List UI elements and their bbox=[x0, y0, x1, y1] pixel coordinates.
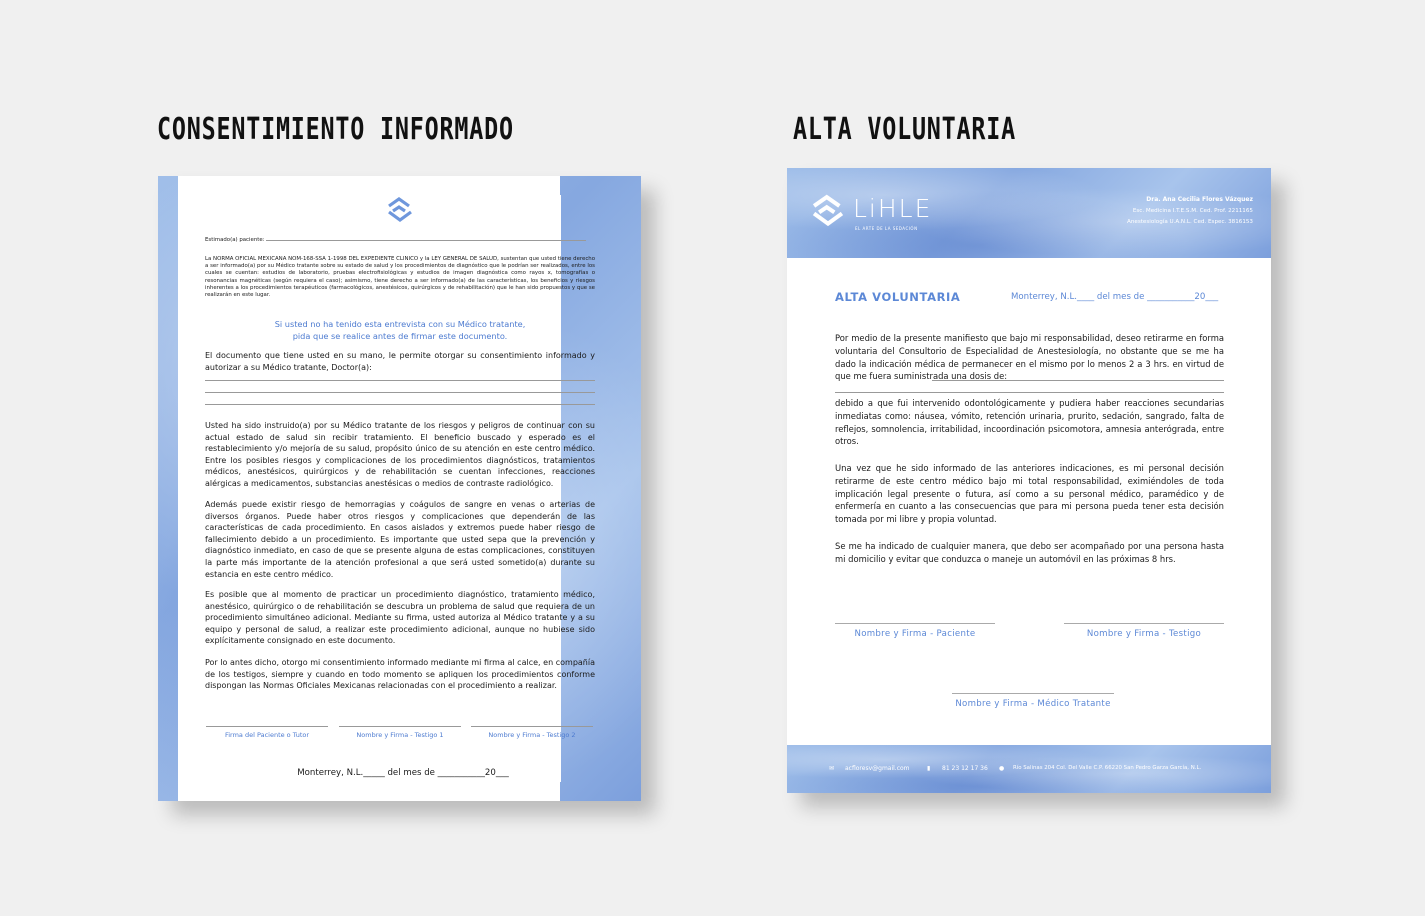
dose-line-2 bbox=[835, 392, 1224, 393]
email-text: acfloresv@gmail.com bbox=[845, 765, 910, 772]
alta-document bbox=[787, 168, 1271, 793]
legal-paragraph: La NORMA OFICIAL MEXICANA NOM-168-SSA 1-1998 DEL EXPEDIENTE CLINICO y la LEY GENERAL DE SALUD, sustentan que usted tiene derecho a ser informado(a) por su Médico tratante sobre su estado de salud y los procedimientos de diagnóstico que le podrían ser realizados, entre los cuales se cuentan: estudios de laboratorio, pruebas electrofisiológicas y estudios de imagen diagnóstica como rayos x, tomografías o resonancias magnéticas (según requiera el caso); asimismo, tiene derecho a ser informado(a) de las características, los beneficios y riesgos inherentes a los procedimientos terapéuticos (farmacológicos, anestésicos, quirúrgicos y de rehabilitación) que le han sido propuestos y que se realizarán en este lugar. bbox=[205, 256, 595, 299]
logo-tagline: EL ARTE DE LA SEDACIÓN bbox=[855, 226, 918, 231]
paragraph-1: Por medio de la presente manifiesto que bajo mi responsabilidad, deseo retirarme en forma voluntaria del Consultorio de Especialidad de Anestesiología, no obstante que se me ha dado la indicación médica de permanecer en el mismo por lo menos 2 a 3 hrs. en virtud de que me fuera suministrada una dosis de: bbox=[835, 333, 1224, 382]
paragraph-4: Se me ha indicado de cualquier manera, que debo ser acompañado por una persona hasta mi domicilio y evitar que conduzca o maneje un automóvil en las próximas 8 hrs. bbox=[835, 541, 1224, 564]
phone-text: 81 23 12 17 36 bbox=[942, 765, 988, 772]
paragraph-2: debido a que fui intervenido odontológicamente y pudiera haber reacciones secundarias inmediatas como: náusea, vómito, retención urinaria, prurito, sedación, sangrado, falta de reflejos, somnolencia, irritabilidad, incoordinación psicomotora, amnesia anterógrada, entre otros. bbox=[835, 398, 1224, 447]
consent-document bbox=[158, 176, 641, 801]
paragraph-3: Una vez que he sido informado de las anteriores indicaciones, es mi personal decisión retirarme de este centro médico bajo mi total responsabilidad, eximiéndoles de toda implicación legal presente o futura, así como a su personal médico, paramédico y de enfermería en cuanto a las consecuencias que para mi persona pueda tener esta decisión tomada por mi libre y propia voluntad. bbox=[835, 463, 1224, 525]
signature-doctor: Nombre y Firma - Médico Tratante bbox=[952, 693, 1114, 709]
mail-icon: ✉ bbox=[829, 765, 835, 772]
logo-text: LiHLE bbox=[853, 194, 933, 223]
credential-1: Esc. Medicina I.T.E.S.M. Ced. Prof. 2211165 bbox=[1132, 208, 1253, 214]
paragraph-3: Además puede existir riesgo de hemorragias y coágulos de sangre en venas o arterias de diversos órganos. Puede haber otros riesgos y complicaciones que dependerán de las características de cada procedimiento. En casos aislados y extremos puede haber riesgo de fallecimiento debido a un procedimiento. Es importante que usted sepa que la prevención y diagnóstico inmediato, en caso de que se presente alguna de estas complicaciones, constituyen la parte más importante de la atención profesional a que será usted sometido(a) durante su estancia en este centro médico. bbox=[205, 500, 595, 579]
paragraph-4: Es posible que al momento de practicar un procedimiento diagnóstico, tratamiento médico, anestésico, quirúrgico o de rehabilitación se descubra un problema de salud que requiera de un procedimiento simultáneo adicional. Mediante su firma, usted autoriza al Médico tratante y a su equipo y personal de salud, a realizar este procedimiento adicional, aunque no hubiese sido explícitamente consignado en este documento. bbox=[205, 590, 595, 646]
notice-line-1: Si usted no ha tenido esta entrevista con su Médico tratante, bbox=[274, 319, 526, 329]
paper-bottom-tab bbox=[178, 780, 560, 801]
signature-patient: Nombre y Firma - Paciente bbox=[835, 623, 995, 639]
phone-icon: ▮ bbox=[927, 765, 931, 772]
signature-witness-1: Nombre y Firma - Testigo 1 bbox=[339, 726, 461, 739]
doctor-line-3 bbox=[205, 397, 595, 405]
location-pin-icon: ● bbox=[999, 765, 1005, 772]
dose-line-1 bbox=[932, 380, 1224, 381]
doctor-line-1 bbox=[205, 373, 595, 381]
document-title: ALTA VOLUNTARIA bbox=[835, 290, 961, 304]
notice-line-2: pida que se realice antes de firmar este documento. bbox=[292, 331, 508, 341]
alta-heading: ALTA VOLUNTARIA bbox=[793, 112, 1017, 147]
greeting: Estimado(a) paciente: bbox=[205, 237, 265, 243]
letterhead-footer bbox=[787, 745, 1271, 793]
paragraph-2: Usted ha sido instruido(a) por su Médico tratante de los riesgos y peligros de continuar con su actual estado de salud sin recibir tratamiento. El beneficio buscado y esperado es el restablecimiento y/o mejoría de su salud, propósito único de su atención en este centro médico. Entre los posibles riesgos y complicaciones de los procedimientos diagnósticos, tratamientos médicos, anestésicos, quirúrgicos y de rehabilitación se cuentan infecciones, reacciones alérgicas a medicamentos, substancias anestésicas o medios de contraste radiológico. bbox=[205, 421, 595, 488]
signature-witness: Nombre y Firma - Testigo bbox=[1064, 623, 1224, 639]
paper-top-tab bbox=[178, 176, 560, 196]
signature-witness-2: Nombre y Firma - Testigo 2 bbox=[471, 726, 593, 739]
paragraph-1: El documento que tiene usted en su mano, le permite otorgar su consentimiento informado y autorizar a su Médico tratante, Doctor(a): bbox=[205, 351, 595, 372]
paragraph-5: Por lo antes dicho, otorgo mi consentimiento informado mediante mi firma al calce, en compañía de los testigos, siempre y cuando en todo momento se apliquen los procedimientos conforme dispongan las Normas Oficiales Mexicanas relacionadas con el procedimiento a realizar. bbox=[205, 658, 595, 691]
signature-patient: Firma del Paciente o Tutor bbox=[206, 726, 328, 739]
doctor-line-2 bbox=[205, 385, 595, 393]
lihle-logo-icon bbox=[809, 194, 847, 228]
letterhead bbox=[787, 168, 1271, 258]
credential-2: Anestesiología U.A.N.L. Ced. Espec. 3816153 bbox=[1127, 219, 1253, 225]
doctor-name: Dra. Ana Cecilia Flores Vázquez bbox=[1146, 196, 1253, 203]
consent-heading: CONSENTIMIENTO INFORMADO bbox=[157, 112, 514, 147]
address-text: Río Salinas 204 Col. Del Valle C.P. 66220 San Pedro Garza García, N.L. bbox=[1013, 765, 1202, 771]
lihle-logo-icon bbox=[385, 197, 415, 223]
place-date: Monterrey, N.L.____ del mes de ___________20___ bbox=[1011, 292, 1219, 302]
place-date: Monterrey, N.L._____ del mes de ___________20___ bbox=[297, 768, 509, 778]
